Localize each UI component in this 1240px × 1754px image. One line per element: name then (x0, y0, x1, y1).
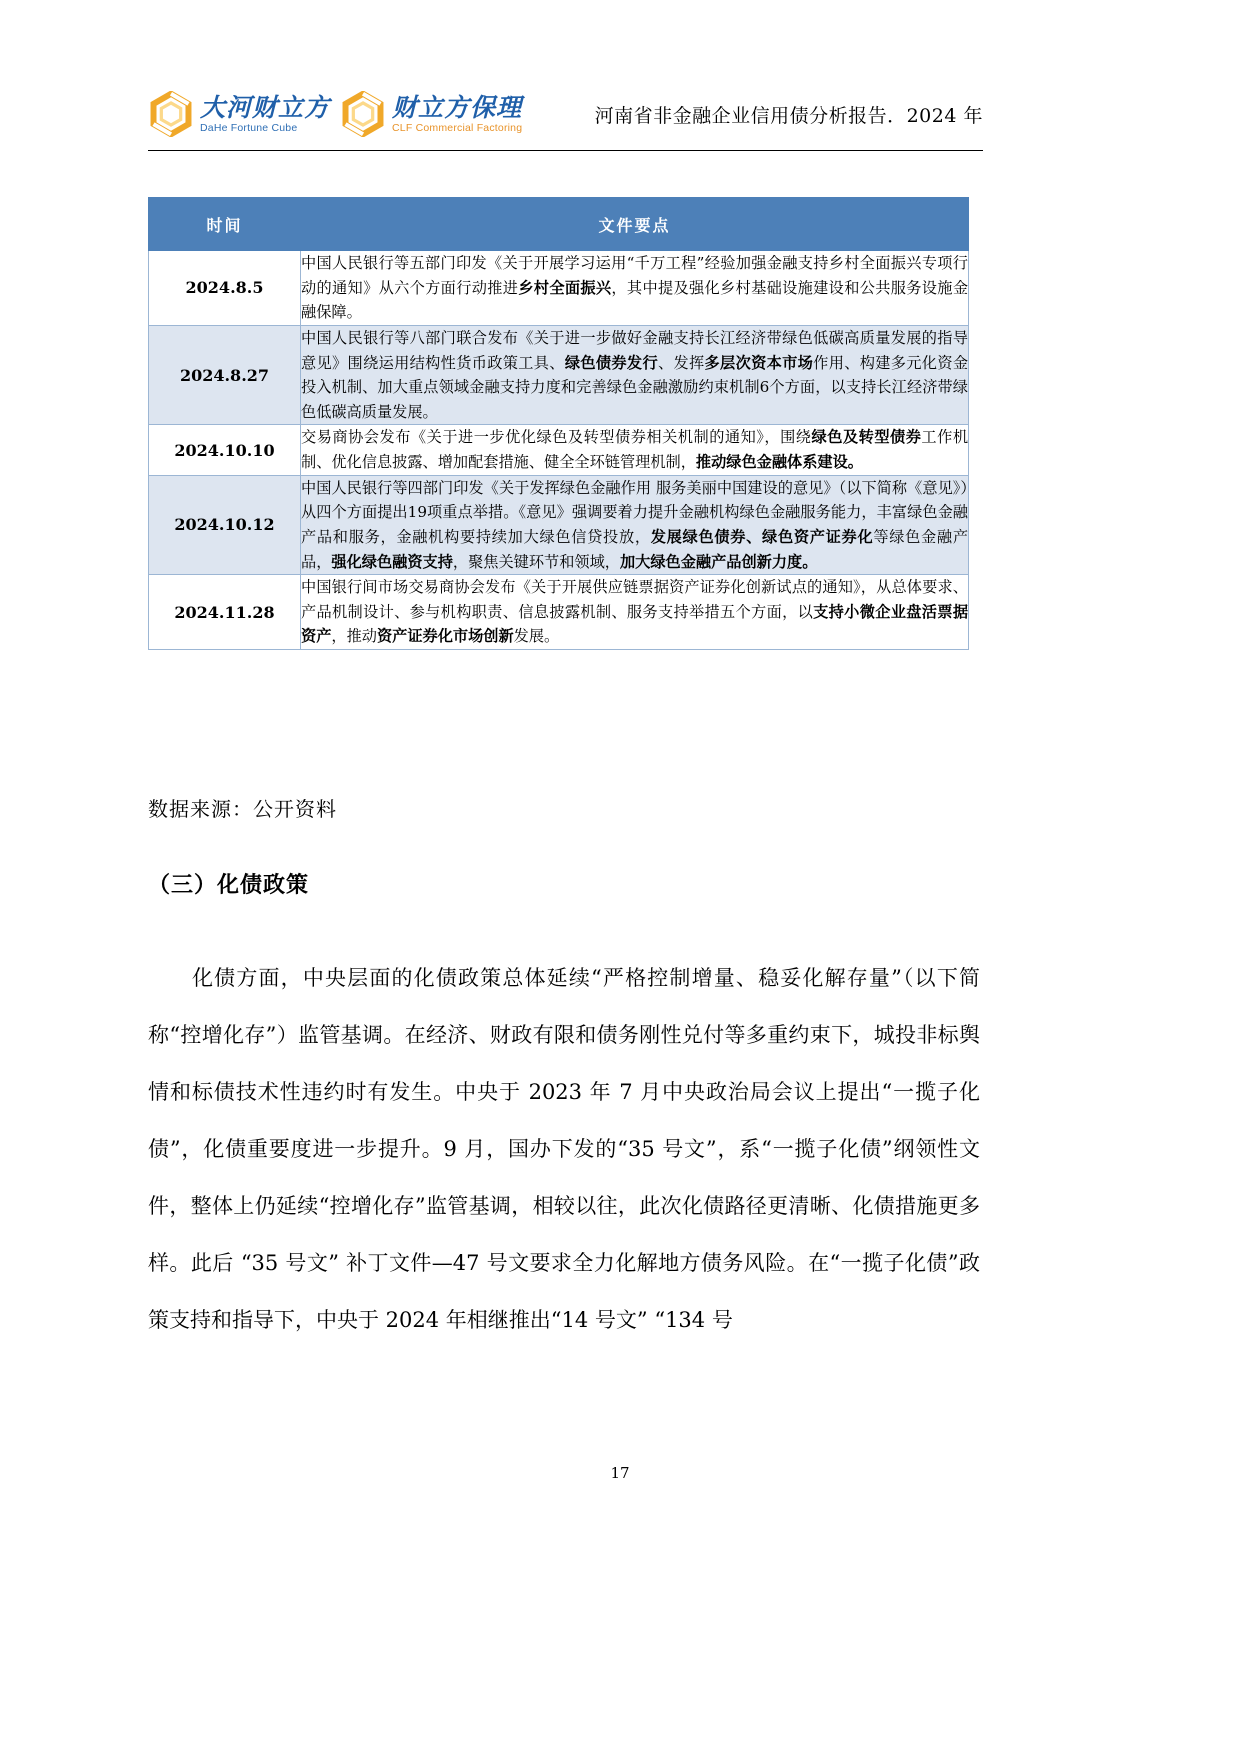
cell-time: 2024.10.10 (149, 425, 301, 475)
cell-points (301, 251, 969, 326)
policy-table-wrapper (148, 197, 968, 650)
emphasis-text: 加大绿色金融产品创新力度。 (619, 552, 818, 571)
logo-text-dahe (200, 92, 331, 134)
emphasis-text: 乡村全面振兴 (518, 278, 612, 297)
emphasis-text: 资产证券化市场创新 (376, 627, 514, 646)
logo-dahe-fortune-cube (148, 91, 330, 137)
emphasis-text: 支持小微企业盘活票据资产 (301, 602, 969, 646)
logo-en-dahe: DaHe Fortune Cube (200, 121, 298, 134)
plain-text: 作用、构建多元化资金投入机制、加大重点领域金融支持力度和完善绿色金融激励约束机制6个方面，以支持长江经济带绿色低碳高质量发展。 (301, 353, 969, 421)
hexagon-cube-icon (148, 91, 194, 137)
logo-text-clf (392, 92, 523, 134)
table-row (149, 425, 969, 475)
emphasis-text: 绿色债券发行 (564, 353, 658, 372)
data-source-note: 数据来源：公开资料 (148, 797, 337, 821)
logo-cn-clf: 财立方保理 (392, 92, 523, 122)
plain-text: ，聚焦关键环节和领域， (452, 552, 620, 571)
cell-time: 2024.10.12 (149, 475, 301, 575)
cell-points (301, 475, 969, 575)
policy-table (148, 197, 969, 650)
logo-clf-commercial-factoring (340, 91, 522, 137)
emphasis-text: 多层次资本市场 (704, 353, 814, 372)
plain-text: 中国人民银行等四部门印发《关于发挥绿色金融作用 服务美丽中国建设的意见》（以下简称《意见》）从四个方面提出19项重点举措。《意见》强调要着力提升金融机构绿色金融服务能力，丰富绿色金融产品和服务，金融机构要持续加大绿色信贷投放， (301, 478, 968, 546)
table-row (149, 325, 969, 425)
cell-points (301, 425, 969, 475)
plain-text: ，推动 (331, 627, 377, 646)
logo-cn-dahe: 大河财立方 (200, 92, 331, 122)
plain-text: 中国人民银行等五部门印发《关于开展学习运用“千万工程”经验加强金融支持乡村全面振兴专项行动的通知》从六个方面行动推进 (301, 254, 968, 297)
header-divider (148, 150, 983, 151)
plain-text: 、发挥 (657, 353, 705, 372)
plain-text: 等绿色金融产品， (301, 527, 969, 571)
plain-text: 中国银行间市场交易商协会发布《关于开展供应链票据资产证券化创新试点的通知》，从总体要求、产品机制设计、参与机构职责、信息披露机制、服务支持举措五个方面，以 (301, 578, 968, 621)
cell-points (301, 575, 969, 650)
plain-text: 发展。 (513, 627, 560, 646)
cell-points (301, 325, 969, 425)
column-header-points: 文件要点 (301, 198, 969, 251)
emphasis-text: 绿色及转型债券 (811, 428, 922, 447)
plain-text: 工作机制、优化信息披露、增加配套措施、健全全环链管理机制， (301, 428, 969, 471)
cell-time: 2024.8.27 (149, 325, 301, 425)
table-header-row (149, 198, 969, 251)
logo-en-clf: CLF Commercial Factoring (392, 121, 523, 134)
page-number: 17 (610, 1464, 630, 1482)
section-heading: （三）化债政策 (148, 873, 310, 898)
plain-text: 中国人民银行等八部门联合发布《关于进一步做好金融支持长江经济带绿色低碳高质量发展的指导意见》围绕运用结构性货币政策工具、 (301, 328, 968, 372)
table-row (149, 251, 969, 326)
emphasis-text: 强化绿色融资支持 (331, 552, 453, 571)
cell-time: 2024.11.28 (149, 575, 301, 650)
column-header-time: 时间 (149, 198, 301, 251)
page-header (0, 0, 1240, 155)
emphasis-text: 推动绿色金融体系建设。 (695, 453, 863, 471)
logo-group (148, 91, 522, 137)
emphasis-text: 发展绿色债券、绿色资产证券化 (650, 527, 874, 546)
policy-table-body (149, 251, 969, 650)
table-row (149, 575, 969, 650)
body-paragraph: 化债方面，中央层面的化债政策总体延续“严格控制增量、稳妥化解存量”（以下简称“控增化存”）监管基调。在经济、财政有限和债务刚性兑付等多重约束下，城投非标舆情和标债技术性违约时有发生。中央于 2023 年 7 月中央政治局会议上提出“一揽子化债”，化债重要度进一步提升。9 月，国办下发的“35 号文”，系“一揽子化债”纲领性文件，整体上仍延续“控增化存”监管基调，相较以往，此次化债路径更清晰、化债措施更多样。此后 “35 号文” 补丁文件—47 号文要求全力化解地方债务风险。在“一揽子化债”政策支持和指导下，中央于 2024 年相继推出“14 号文” “134 号 (148, 966, 980, 1332)
plain-text: 交易商协会发布《关于进一步优化绿色及转型债券相关机制的通知》，围绕 (301, 428, 812, 447)
cell-time: 2024.8.5 (149, 251, 301, 326)
hexagon-cube-icon (340, 91, 386, 137)
header-inner (148, 86, 983, 142)
table-row (149, 475, 969, 575)
plain-text: ，其中提及强化乡村基础设施建设和公共服务设施金融保障。 (301, 278, 969, 322)
policy-table-head (149, 198, 969, 251)
header-title: 河南省非金融企业信用债分析报告．2024 年 (594, 104, 983, 127)
